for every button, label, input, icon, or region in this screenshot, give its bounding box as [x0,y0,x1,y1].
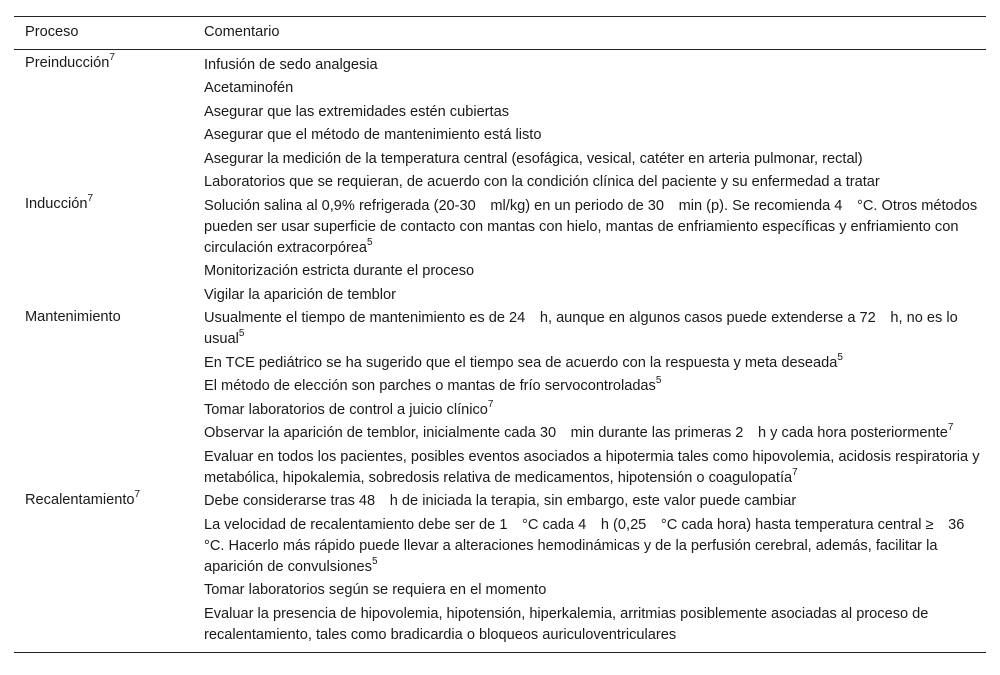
comment-text: Evaluar la presencia de hipovolemia, hipotensión, hiperkalemia, arritmias posiblemente asociadas al proceso de recalentamiento, tales como bradicardia o bloqueos auriculoventriculares [204,605,929,643]
comment-item [204,124,980,148]
comment-text: Asegurar que las extremidades estén cubiertas [204,103,510,120]
comment-text: La velocidad de recalentamiento debe ser de 1 °C cada 4 h (0,25 °C cada hora) hasta temperatura central ≥ 36 °C. Hacerlo más rápido puede llevar a alteraciones hemodinámicas y de la perfusión cerebral, además, facilitar la aparición de convulsiones [204,516,979,575]
comment-item [204,100,980,124]
comment-item [204,147,980,171]
comment-item [204,422,980,446]
reference-superscript: 5 [837,351,843,363]
reference-superscript: 7 [487,398,494,410]
comment-item [204,77,980,101]
table-body [14,50,986,653]
reference-superscript: 7 [109,52,115,64]
process-label: Preinducción [25,55,110,71]
process-cell [14,490,193,653]
process-label: Mantenimiento [25,308,121,325]
comment-item [204,351,980,375]
table-row [14,194,986,307]
process-cell [14,307,193,490]
comment-text: Observar la aparición de temblor, inicialmente cada 30 min durante las primeras 2 h y cada hora posteriormente [204,425,948,441]
comment-item [204,53,980,77]
reference-superscript: 7 [87,193,94,205]
comment-text: Evaluar en todos los pacientes, posibles eventos asociados a hipotermia tales como hipovolemia, acidosis respiratoria y metabólica, hipokalemia, sobredosis relativa de medicamentos, hipotensión o coagulopatía [204,448,980,486]
process-label: Recalentamiento [25,491,135,508]
comment-text: El método de elección son parches o mantas de frío servocontroladas [204,378,656,394]
comment-text: Laboratorios que se requieran, de acuerdo con la condición clínica del paciente y su enfermedad a tratar [204,174,880,190]
comment-item [204,307,980,352]
comment-text: Tomar laboratorios según se requiera en el momento [204,582,547,598]
reference-superscript: 5 [238,328,245,340]
process-cell [14,194,193,307]
header-proceso: Proceso [14,17,193,50]
comment-text: Infusión de sedo analgesia [204,56,378,73]
reference-superscript: 7 [792,466,798,478]
comment-text: Debe considerarse tras 48 h de iniciada la terapia, sin embargo, este valor puede cambiar [204,493,797,509]
comment-item [204,602,980,647]
table-header [14,17,986,50]
hypothermia-process-table [14,16,986,653]
table-row [14,307,986,490]
reference-superscript: 5 [655,375,662,387]
comment-text: En TCE pediátrico se ha sugerido que el tiempo sea de acuerdo con la respuesta y meta deseada [204,354,838,371]
comment-cell [193,307,986,490]
comment-item [204,490,980,514]
comment-cell [193,490,986,653]
comment-item [204,375,980,399]
comment-text: Monitorización estricta durante el proceso [204,263,475,279]
comment-text: Usualmente el tiempo de mantenimiento es de 24 h, aunque en algunos casos puede extenderse a 72 h, no es lo usual [204,310,958,347]
reference-superscript: 7 [134,488,141,500]
process-cell [14,50,193,195]
comment-item [204,398,980,422]
comment-item [204,283,980,307]
comment-item [204,260,980,284]
table-row [14,490,986,653]
header-comentario: Comentario [193,17,986,50]
reference-superscript: 5 [367,236,373,248]
comment-item [204,579,980,603]
comment-text: Vigilar la aparición de temblor [204,286,396,303]
table-row [14,50,986,195]
comment-item [204,171,980,195]
comment-text: Asegurar que el método de mantenimiento está listo [204,127,542,143]
comment-item [204,194,980,260]
comment-text: Solución salina al 0,9% refrigerada (20-30 ml/kg) en un periodo de 30 min (p). Se recomienda 4 °C. Otros métodos pueden ser usar superficie de contacto con mantas con hielo, mantas de enfriamiento específicas y enfriamiento con circulación extracorpórea [204,197,978,256]
comment-text: Acetaminofén [204,80,294,96]
header-row [14,17,986,50]
reference-superscript: 5 [371,555,378,567]
comment-text: Asegurar la medición de la temperatura central (esofágica, vesical, catéter en arteria pulmonar, rectal) [204,150,863,167]
comment-item [204,445,980,490]
comment-text: Tomar laboratorios de control a juicio clínico [204,401,488,418]
comment-item [204,513,980,579]
comment-cell [193,194,986,307]
comment-cell [193,50,986,195]
reference-superscript: 7 [947,422,954,434]
process-label: Inducción [25,196,88,212]
